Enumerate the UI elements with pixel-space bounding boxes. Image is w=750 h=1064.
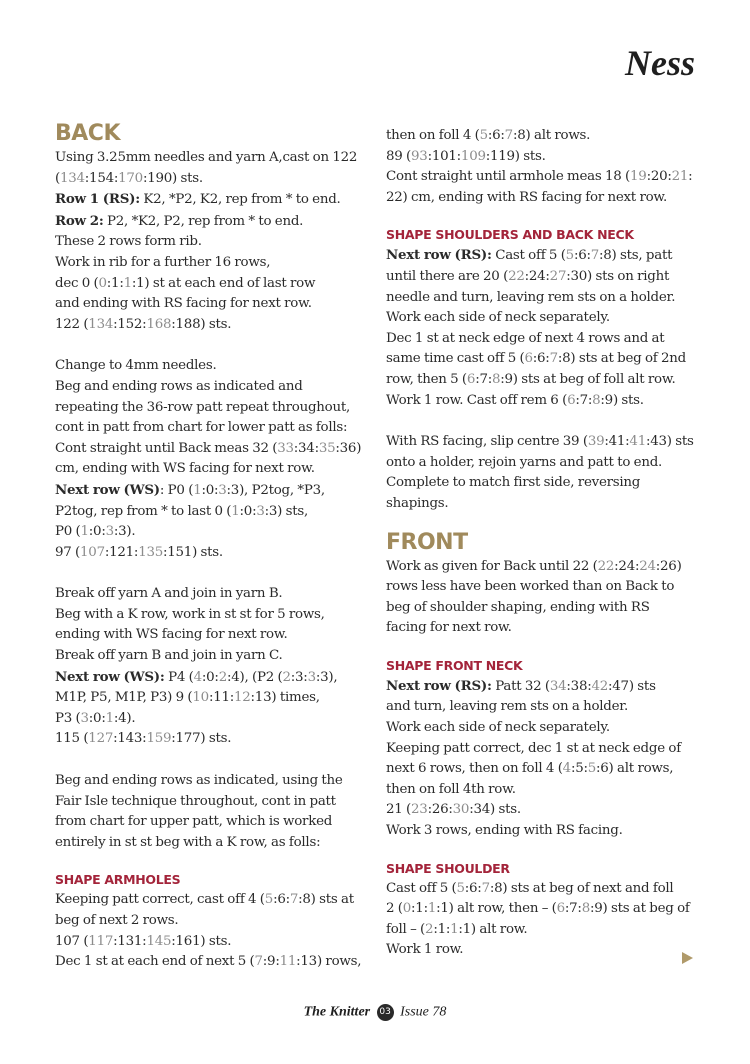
- text-run: :8) sts at: [298, 892, 354, 908]
- text-run: :0:: [239, 503, 257, 519]
- text-run: Cast off 5 (: [386, 880, 457, 896]
- text-run: :11:: [208, 690, 234, 706]
- back-para-3: [55, 584, 367, 750]
- size-highlight: 6: [524, 351, 533, 367]
- text-run: P4 (: [164, 669, 194, 685]
- text-run: P0 (: [55, 524, 81, 540]
- text-run: repeating the 36-row patt repeat throughout,: [55, 399, 350, 415]
- size-highlight: 109: [460, 148, 486, 164]
- size-highlight: 5: [565, 248, 574, 264]
- size-highlight: 3: [80, 710, 89, 726]
- size-highlight: 30: [452, 802, 470, 818]
- text-run: :8) sts at beg of 2nd: [557, 351, 686, 367]
- text-run: 115 (: [55, 731, 89, 747]
- text-run: :3).: [113, 524, 136, 540]
- text-run: :161) sts.: [171, 933, 232, 949]
- size-highlight: 0: [402, 901, 412, 917]
- text-run: :6:: [273, 892, 290, 908]
- text-run: These 2 rows form rib.: [55, 234, 202, 250]
- text-run: beg of shoulder shaping, ending with RS: [386, 599, 650, 615]
- text-run: Beg with a K row, work in st st for 5 rows,: [55, 606, 325, 622]
- text-run: :13) times,: [250, 690, 320, 706]
- text-run: :6:: [573, 248, 591, 264]
- text-run: :188) sts.: [171, 316, 232, 332]
- text-run: Work 1 row.: [386, 942, 464, 958]
- text-run: :121:: [104, 544, 139, 560]
- text-run: :154:: [84, 170, 119, 186]
- text-run: :5:: [570, 761, 588, 777]
- armholes-heading: SHAPE ARMHOLES: [55, 872, 181, 888]
- size-highlight: 107: [80, 544, 105, 560]
- text-run: row, then 5 (: [386, 371, 467, 387]
- size-highlight: 6: [466, 371, 476, 387]
- text-run: Dec 1 st at each end of next 5 (: [55, 954, 255, 970]
- text-run: :9) sts at beg of: [589, 901, 690, 917]
- size-highlight: 1: [450, 921, 459, 937]
- text-run: P2tog, rep from * to last 0 (: [55, 503, 232, 519]
- back-para-4: [55, 771, 367, 853]
- front-neck-heading: SHAPE FRONT NECK: [386, 657, 523, 673]
- text-run: cast on 122 (: [55, 150, 358, 186]
- text-run: Break off yarn A and join in yarn B.: [55, 586, 283, 602]
- size-highlight: 7: [504, 128, 513, 143]
- text-run: :6:: [464, 880, 482, 896]
- front-para-2: [386, 676, 698, 842]
- size-highlight: 3: [105, 524, 114, 540]
- size-highlight: 117: [88, 933, 114, 949]
- text-run: facing for next row.: [386, 620, 512, 636]
- size-highlight: 22: [508, 268, 525, 284]
- text-run: :41:: [604, 434, 630, 450]
- text-run: :3),: [315, 669, 338, 685]
- text-run: Patt 32 (: [491, 678, 550, 694]
- text-run: :4).: [113, 710, 136, 726]
- size-highlight: 19: [630, 169, 647, 185]
- size-highlight: 5: [456, 880, 465, 896]
- size-highlight: 7: [590, 248, 600, 264]
- text-run: Cont straight until Back meas 32 (: [55, 440, 278, 456]
- text-run: P2, *K2, P2, rep from * to end.: [103, 213, 304, 229]
- size-highlight: 5: [587, 761, 597, 777]
- shoulders-heading: SHAPE SHOULDERS AND BACK NECK: [386, 227, 634, 243]
- text-run: :30) sts on right: [566, 268, 670, 284]
- row-label: Row 1 (RS):: [55, 191, 140, 208]
- text-run: ending with WS facing for next row.: [55, 627, 288, 643]
- text-run: Cont straight until armhole meas 18 (: [386, 169, 631, 185]
- text-run: Keeping patt correct, dec 1 st at neck edge of: [386, 740, 681, 756]
- size-highlight: 12: [234, 690, 251, 706]
- text-run: Work 1 row. Cast off rem 6 (: [386, 392, 568, 408]
- size-highlight: 24: [639, 558, 656, 574]
- text-run: :7:: [575, 392, 593, 408]
- text-run: :9:: [262, 954, 280, 970]
- text-run: With RS facing, slip centre 39 (: [386, 434, 588, 450]
- size-highlight: 8: [581, 901, 590, 917]
- size-highlight: 1: [105, 710, 114, 726]
- text-run: :152:: [113, 316, 147, 332]
- text-run: :43) sts: [645, 434, 694, 450]
- back-heading: BACK: [55, 121, 120, 146]
- row-label: Next row (WS):: [55, 668, 165, 685]
- size-highlight: 27: [549, 268, 567, 284]
- back-para-7: [386, 245, 698, 411]
- size-highlight: 3: [218, 482, 227, 498]
- size-highlight: 1: [231, 503, 240, 519]
- text-run: :: [688, 169, 693, 185]
- size-highlight: 41: [629, 434, 646, 450]
- text-run: then on foll 4th row.: [386, 781, 516, 797]
- text-run: :0:: [88, 710, 106, 726]
- row-label: Next row (RS):: [386, 677, 492, 694]
- size-highlight: 39: [587, 434, 605, 450]
- issue-label: Issue 78: [400, 1004, 447, 1020]
- size-highlight: 1: [123, 275, 132, 291]
- magazine-name: The Knitter: [303, 1004, 371, 1020]
- text-run: :3) sts,: [264, 503, 309, 519]
- text-run: :8) sts at beg of next and foll: [489, 880, 674, 896]
- text-run: Keeping patt correct, cast off 4 (: [55, 892, 265, 908]
- size-highlight: 4: [562, 761, 571, 777]
- front-para-3: [386, 879, 698, 961]
- text-run: :36): [335, 440, 362, 456]
- text-run: :6:: [532, 351, 550, 367]
- text-run: entirely in st st beg with a K row, as folls:: [55, 834, 321, 850]
- text-run: Break off yarn B and join in yarn C.: [55, 648, 283, 664]
- text-run: Fair Isle technique throughout, cont in patt: [55, 793, 336, 809]
- text-run: next 6 rows, then on foll 4 (: [386, 761, 563, 777]
- text-run: :26:: [427, 802, 453, 818]
- size-highlight: 33: [277, 440, 294, 456]
- size-highlight: 6: [567, 392, 576, 408]
- text-run: :6) alt rows,: [596, 761, 674, 777]
- size-highlight: 2: [425, 921, 434, 937]
- text-run: :0:: [201, 482, 219, 498]
- text-run: P3 (: [55, 710, 81, 726]
- text-run: :1:: [411, 901, 428, 917]
- text-run: Beg and ending rows as indicated and: [55, 378, 303, 394]
- text-run: :143:: [113, 731, 147, 747]
- text-run: :1) alt row.: [458, 921, 528, 937]
- text-run: 107 (: [55, 933, 89, 949]
- text-run: from chart for upper patt, which is worked: [55, 814, 333, 830]
- text-run: Complete to match first side, reversing: [386, 475, 641, 491]
- text-run: Work as given for Back until 22 (: [386, 558, 598, 574]
- size-highlight: 1: [80, 524, 89, 540]
- row-label: Row 2:: [55, 212, 104, 229]
- back-para-2: [55, 356, 367, 563]
- shoulder-heading: SHAPE SHOULDER: [386, 860, 510, 876]
- text-run: Using 3.25mm needles and yarn A,: [55, 150, 283, 165]
- arrow-right-icon: [682, 952, 693, 964]
- size-highlight: 10: [192, 690, 209, 706]
- front-para-1: [386, 557, 698, 639]
- text-run: Cast off 5 (: [491, 248, 566, 264]
- text-run: :24:: [614, 558, 640, 574]
- text-run: 2 (: [386, 901, 403, 917]
- text-run: :1:: [106, 275, 124, 291]
- back-para-5: [55, 890, 367, 972]
- size-highlight: 22: [597, 558, 615, 574]
- text-run: :6:: [487, 128, 505, 143]
- size-highlight: 3: [307, 669, 316, 685]
- size-highlight: 23: [411, 802, 428, 818]
- text-run: shapings.: [386, 495, 449, 511]
- size-highlight: 7: [549, 351, 558, 367]
- text-run: :0:: [88, 524, 106, 540]
- text-run: 97 (: [55, 544, 81, 560]
- text-run: :1) st at each end of last row: [131, 275, 316, 291]
- size-highlight: 6: [556, 901, 565, 917]
- text-run: :20:: [646, 169, 672, 185]
- text-run: Beg and ending rows as indicated, using the: [55, 773, 343, 789]
- text-run: Change to 4mm needles.: [55, 358, 217, 374]
- size-highlight: 127: [88, 731, 114, 747]
- text-run: :47) sts: [608, 678, 656, 694]
- text-run: :1) alt row, then – (: [436, 901, 557, 917]
- text-run: Dec 1 st at neck edge of next 4 rows and at: [386, 330, 665, 346]
- text-run: M1P, P5, M1P, P3) 9 (: [55, 690, 193, 706]
- text-run: beg of next 2 rows.: [55, 913, 179, 928]
- text-run: foll – (: [386, 921, 426, 937]
- page-title: Ness: [625, 43, 695, 83]
- size-highlight: 42: [591, 678, 609, 694]
- back-para-8: [386, 432, 698, 514]
- size-highlight: 21: [671, 169, 689, 185]
- text-run: Work in rib for a further 16 rows,: [55, 254, 271, 270]
- text-run: :0:: [201, 669, 219, 685]
- text-run: :119) sts.: [485, 148, 546, 164]
- text-run: 122 (: [55, 316, 89, 332]
- size-highlight: 3: [256, 503, 265, 519]
- text-run: K2, *P2, K2, rep from * to end.: [139, 192, 341, 208]
- text-run: then on foll 4 (: [386, 128, 480, 143]
- size-highlight: 170: [118, 170, 143, 186]
- text-run: rows less have been worked than on Back to: [386, 579, 675, 595]
- row-label: Next row (RS):: [386, 247, 492, 264]
- text-run: onto a holder, rejoin yarns and patt to end.: [386, 454, 663, 470]
- text-run: and ending with RS facing for next row.: [55, 296, 312, 312]
- text-run: needle and turn, leaving rem sts on a holder.: [386, 289, 676, 305]
- text-run: dec 0 (: [55, 275, 99, 291]
- size-highlight: 7: [254, 954, 263, 970]
- text-run: Work each side of neck separately.: [386, 720, 610, 736]
- front-heading: FRONT: [386, 529, 468, 555]
- size-highlight: 2: [218, 669, 227, 685]
- text-run: 89 (: [386, 148, 412, 164]
- text-run: :3), P2tog, *P3,: [226, 482, 325, 498]
- text-run: :34:: [293, 440, 319, 456]
- text-run: :7:: [475, 371, 492, 387]
- text-run: 21 (: [386, 802, 412, 818]
- right-column: [386, 126, 698, 961]
- text-run: :8) sts, patt: [599, 248, 673, 264]
- size-highlight: 7: [481, 880, 490, 896]
- size-highlight: 4: [193, 669, 202, 685]
- text-run: :4), (P2 (: [226, 669, 283, 685]
- text-run: :26): [655, 558, 682, 574]
- text-run: :9) sts.: [600, 392, 644, 408]
- size-highlight: 11: [279, 954, 297, 970]
- text-run: until there are 20 (: [386, 268, 509, 284]
- text-run: 22) cm, ending with RS facing for next row.: [386, 189, 668, 205]
- page-footer: [0, 1004, 750, 1021]
- text-run: :9) sts at beg of foll alt row.: [500, 371, 676, 387]
- size-highlight: 135: [138, 544, 163, 560]
- page-number-badge: 03: [377, 1004, 394, 1021]
- text-run: same time cast off 5 (: [386, 351, 525, 367]
- text-run: :34) sts.: [469, 802, 521, 818]
- size-highlight: 1: [427, 901, 437, 917]
- left-column: [55, 120, 367, 973]
- text-run: :190) sts.: [142, 170, 203, 186]
- size-highlight: 5: [479, 128, 488, 143]
- size-highlight: 134: [88, 316, 114, 332]
- text-run: :131:: [113, 933, 147, 949]
- text-run: Work each side of neck separately.: [386, 310, 610, 326]
- size-highlight: 8: [592, 392, 601, 408]
- text-run: :101:: [427, 148, 461, 164]
- text-run: :8) alt rows.: [512, 128, 591, 143]
- size-highlight: 7: [289, 892, 299, 908]
- text-run: Work 3 rows, ending with RS facing.: [386, 823, 623, 839]
- text-run: cm, ending with WS facing for next row.: [55, 461, 315, 477]
- text-run: :13) rows,: [296, 954, 362, 970]
- text-run: :7:: [564, 901, 582, 917]
- size-highlight: 35: [318, 440, 336, 456]
- text-run: :177) sts.: [171, 731, 232, 747]
- text-run: :151) sts.: [163, 544, 223, 560]
- back-para-1: [55, 148, 367, 335]
- size-highlight: 1: [193, 482, 202, 498]
- size-highlight: 168: [146, 316, 172, 332]
- back-para-6: [386, 126, 698, 208]
- size-highlight: 93: [411, 148, 428, 164]
- text-run: :38:: [566, 678, 592, 694]
- text-run: : P0 (: [159, 482, 194, 498]
- size-highlight: 145: [146, 933, 172, 949]
- size-highlight: 5: [264, 892, 274, 908]
- size-highlight: 8: [492, 371, 501, 387]
- size-highlight: 159: [146, 731, 172, 747]
- text-run: cont in patt from chart for lower patt as folls:: [55, 420, 348, 436]
- text-run: :3:: [290, 669, 308, 685]
- row-label: Next row (WS): [55, 481, 160, 498]
- size-highlight: 0: [98, 275, 107, 291]
- text-run: :1:: [433, 921, 451, 937]
- text-run: :24:: [524, 268, 550, 284]
- size-highlight: 34: [549, 678, 567, 694]
- text-run: and turn, leaving rem sts on a holder.: [386, 699, 628, 715]
- size-highlight: 134: [59, 170, 85, 186]
- size-highlight: 2: [282, 669, 291, 685]
